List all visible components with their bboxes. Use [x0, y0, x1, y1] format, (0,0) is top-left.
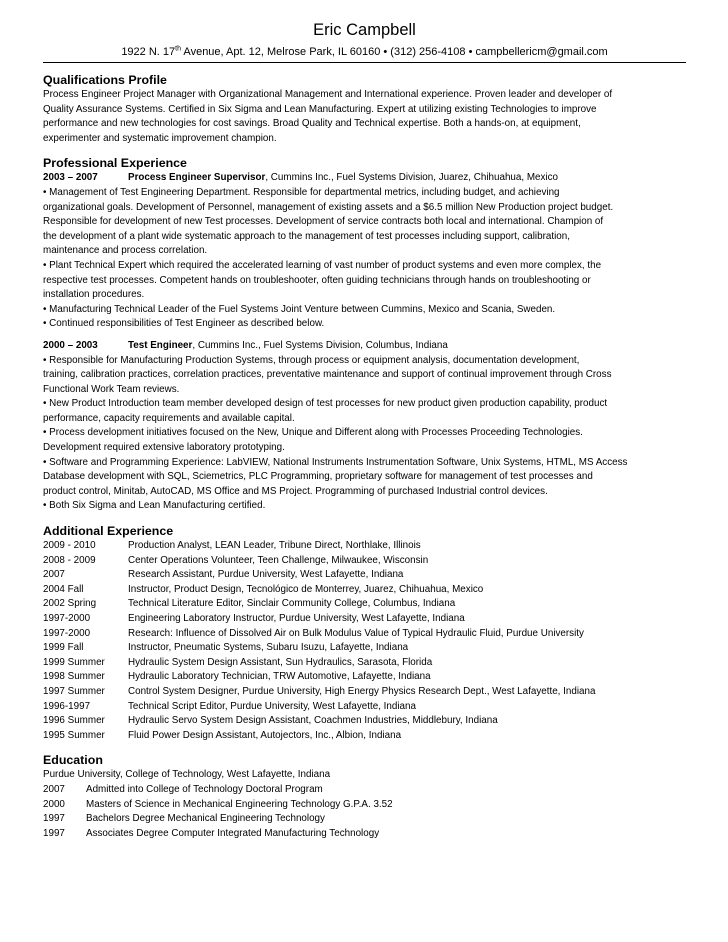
job-line: Development required extensive laboratory prototyping.	[43, 442, 285, 454]
item-date: 1999 Fall	[43, 642, 84, 654]
job-dates: 2003 – 2007	[43, 172, 98, 184]
job-entry	[43, 171, 686, 332]
additional-experience-list	[43, 539, 686, 743]
job-line: • Software and Programming Experience: LabVIEW, National Instruments Instrumentation Software, Unix Systems, HTML, MS Access	[43, 456, 628, 468]
item-date: 1997-2000	[43, 627, 91, 639]
qualifications-line: Process Engineer Project Manager with Organizational Management and International experience. Proven leader and developer of	[43, 89, 613, 100]
job-line: respective test processes. Competent hands on troubleshooter, often guiding technicians through hands on troubleshooting or	[43, 274, 591, 286]
job-dates: 2000 – 2003	[43, 339, 98, 351]
item-date: 2002 Spring	[43, 598, 97, 610]
item-year: 1997	[43, 827, 65, 839]
item-desc: Admitted into College of Technology Doctoral Program	[86, 783, 323, 795]
address-suffix: Avenue, Apt. 12, Melrose Park, IL 60160 • (312) 256-4108 • campbellericm@gmail.com	[180, 46, 608, 58]
list-item	[43, 714, 686, 729]
item-date: 1999 Summer	[43, 656, 105, 668]
list-item	[43, 656, 686, 671]
list-item	[43, 641, 686, 656]
item-desc: Associates Degree Computer Integrated Manufacturing Technology	[86, 827, 380, 839]
job-line: Database development with SQL, Sciemetrics, PLC Programming, proprietary software for management of test processes and	[43, 471, 593, 483]
job-line: product control, Minitab, AutoCAD, MS Office and MS Project. Programming of purchased Industrial control devices.	[43, 485, 548, 497]
item-year: 1997	[43, 813, 65, 825]
item-date: 1997 Summer	[43, 685, 105, 697]
item-date: 1997-2000	[43, 613, 91, 624]
item-desc: Fluid Power Design Assistant, Autojectors, Inc., Albion, Indiana	[128, 729, 402, 741]
item-desc: Engineering Laboratory Instructor, Purdue University, West Lafayette, Indiana	[128, 613, 465, 624]
job-line: performance, capacity requirements and available capital.	[43, 412, 295, 424]
job-line: • Responsible for Manufacturing Production Systems, through process or equipment analysis, documentation development,	[43, 354, 580, 366]
job-line: the development of a plant wide systematic approach to the management of test processes including support, calibration,	[43, 230, 570, 242]
education-list	[43, 768, 686, 841]
list-item	[43, 597, 686, 612]
additional-experience-heading: Additional Experience	[43, 524, 174, 539]
list-item	[43, 798, 686, 813]
job-line: organizational goals. Development of Personnel, management of existing assets and a $6.5 million New Production project budget.	[43, 201, 614, 213]
address-superscript: th	[175, 45, 181, 53]
job-line: Responsible for development of new Test processes. Development of service contracts both local and international. Champion of	[43, 216, 604, 228]
item-desc: Production Analyst, LEAN Leader, Tribune Direct, Northlake, Illinois	[128, 540, 421, 552]
job-line: maintenance and process correlation.	[43, 245, 208, 257]
list-item	[43, 812, 686, 827]
item-year: 2000	[43, 798, 65, 810]
job-title: Process Engineer Supervisor	[128, 172, 266, 184]
job-line: Functional Work Team reviews.	[43, 383, 180, 395]
job-line: training, calibration practices, correlation practices, preventative maintenance and support of continual improvement through Cross	[43, 369, 612, 381]
list-item	[43, 627, 686, 642]
item-date: 2004 Fall	[43, 583, 84, 595]
list-item	[43, 612, 686, 627]
item-desc: Bachelors Degree Mechanical Engineering Technology	[86, 813, 325, 825]
item-desc: Hydraulic Servo System Design Assistant, Coachmen Industries, Middlebury, Indiana	[128, 715, 498, 727]
item-desc: Technical Literature Editor, Sinclair Community College, Columbus, Indiana	[128, 598, 456, 610]
contact-line	[43, 44, 686, 60]
job-line: • New Product Introduction team member developed design of test processes for new product given production capability, product	[43, 398, 608, 410]
header-divider	[43, 62, 686, 63]
item-year: 2007	[43, 783, 65, 795]
item-desc: Technical Script Editor, Purdue University, West Lafayette, Indiana	[128, 700, 416, 712]
item-date: 1996 Summer	[43, 715, 105, 727]
item-desc: Research Assistant, Purdue University, West Lafayette, Indiana	[128, 569, 404, 581]
job-line: • Continued responsibilities of Test Engineer as described below.	[43, 318, 325, 330]
list-item	[43, 583, 686, 598]
item-date: 2007	[43, 569, 65, 581]
list-item	[43, 729, 686, 744]
item-desc: Research: Influence of Dissolved Air on Bulk Modulus Value of Typical Hydraulic Fluid, Purdue University	[128, 627, 584, 639]
list-item	[43, 685, 686, 700]
experience-heading: Professional Experience	[43, 156, 187, 171]
list-item	[43, 827, 686, 842]
item-date: 2009 - 2010	[43, 540, 96, 552]
list-item	[43, 539, 686, 554]
item-date: 1995 Summer	[43, 729, 105, 741]
job-header	[43, 339, 686, 354]
qualifications-line: performance and new technologies for cost savings. Broad Quality and Technical expertise. Both a hands-on, at equipment,	[43, 118, 581, 130]
job-entry	[43, 339, 686, 514]
job-line: • Manufacturing Technical Leader of the Fuel Systems Joint Venture between Cummins, Mexico and Scania, Sweden.	[43, 303, 556, 315]
item-desc: Hydraulic Laboratory Technician, TRW Automotive, Lafayette, Indiana	[128, 671, 431, 683]
resume-name: Eric Campbell	[313, 21, 416, 39]
job-line: installation procedures.	[43, 289, 145, 301]
item-desc: Control System Designer, Purdue University, High Energy Physics Research Dept., West Lafayette, Indiana	[128, 685, 596, 697]
list-item	[43, 554, 686, 569]
item-date: 2008 - 2009	[43, 554, 96, 566]
job-line: • Process development initiatives focused on the New, Unique and Different along with Processes Proceeding Technologies.	[43, 427, 583, 439]
qualifications-body	[43, 88, 686, 146]
job-line: • Both Six Sigma and Lean Manufacturing certified.	[43, 500, 266, 512]
item-desc: Instructor, Pneumatic Systems, Subaru Isuzu, Lafayette, Indiana	[128, 642, 409, 654]
item-desc: Center Operations Volunteer, Teen Challenge, Milwaukee, Wisconsin	[128, 554, 429, 566]
qualifications-line: experimenter and systematic improvement champion.	[43, 132, 277, 144]
list-item	[43, 783, 686, 798]
job-line: • Plant Technical Expert which required the accelerated learning of vast number of product systems and even more complex, the	[43, 259, 602, 271]
qualifications-heading: Qualifications Profile	[43, 73, 167, 87]
list-item	[43, 700, 686, 715]
job-employer: , Cummins Inc., Fuel Systems Division, Columbus, Indiana	[192, 339, 448, 351]
address-prefix: 1922 N. 17	[121, 46, 176, 58]
qualifications-line: Quality Assurance Systems. Certified in Six Sigma and Lean Manufacturing. Expert at utilizing existing Technologies to improve	[43, 103, 597, 115]
item-desc: Masters of Science in Mechanical Engineering Technology G.P.A. 3.52	[86, 798, 393, 810]
list-item	[43, 568, 686, 583]
item-date: 1996-1997	[43, 700, 91, 712]
item-desc: Instructor, Product Design, Tecnológico de Monterrey, Juarez, Chihuahua, Mexico	[128, 583, 484, 595]
job-line: • Management of Test Engineering Department. Responsible for departmental metrics, including budget, and achieving	[43, 186, 560, 198]
education-school: Purdue University, College of Technology, West Lafayette, Indiana	[43, 769, 331, 781]
item-desc: Hydraulic System Design Assistant, Sun Hydraulics, Sarasota, Florida	[128, 656, 433, 668]
job-employer: , Cummins Inc., Fuel Systems Division, Juarez, Chihuahua, Mexico	[265, 172, 559, 184]
job-header	[43, 171, 686, 186]
item-date: 1998 Summer	[43, 671, 105, 683]
job-title: Test Engineer	[128, 339, 193, 351]
education-heading: Education	[43, 753, 103, 768]
list-item	[43, 670, 686, 685]
